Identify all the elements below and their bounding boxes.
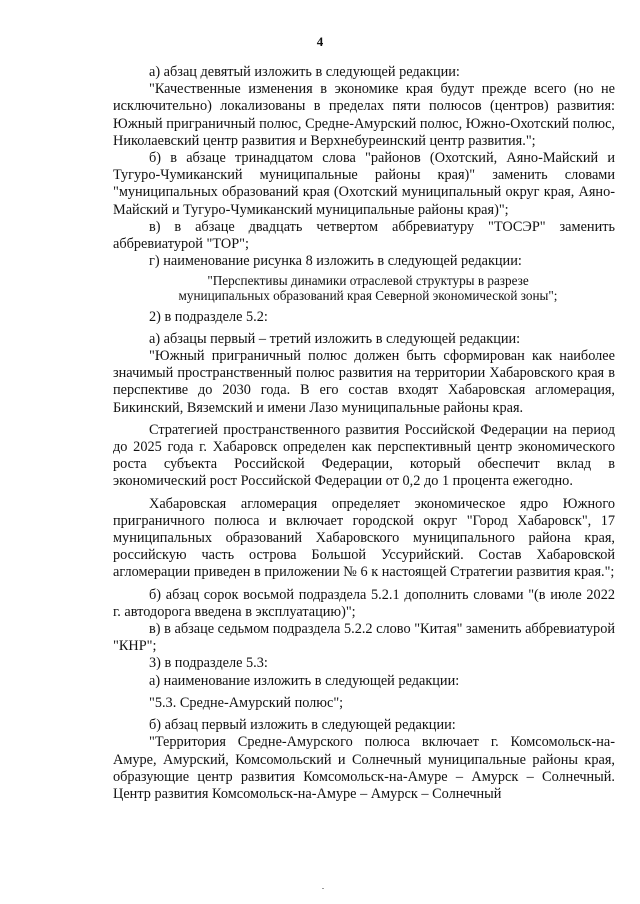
paragraph: "Южный приграничный полюс должен быть сформирован как наиболее значимый пространственный полюс развития на территории Хабаровского края в перспективе до 2030 года. В его состав входят Хабаровская агломерация, Бикинский, Вяземский и имени Лазо муниципальные районы края.: [113, 348, 615, 416]
paragraph: б) в абзаце тринадцатом слова "районов (Охотский, Аяно-Майский и Тугуро-Чумиканский муниципальные районы края)" заменить словами "муниципальных образований края (Охотский муниципальный округ края, Аяно-Майский и Тугуро-Чумиканский муниципальные районы края)";: [113, 150, 615, 218]
paragraph: Стратегией пространственного развития Российской Федерации на период до 2025 года г. Хабаровск определен как перспективный центр экономического роста субъекта Российской Федерации, который обеспечит вклад в экономический рост Российской Федерации от 0,2 до 1 процента ежегодно.: [113, 421, 615, 490]
paragraph: а) абзацы первый – третий изложить в следующей редакции:: [149, 330, 521, 347]
paragraph: б) абзац первый изложить в следующей редакции:: [149, 717, 456, 734]
paragraph: "Территория Средне-Амурского полюса включает г. Комсомольск-на-Амуре, Амурский, Комсомольский и Солнечный муниципальные районы края, образующие центр развития Комсомольск-на-Амуре – Амурск – Солнечный. Центр развития Комсомольск-на-Амуре – Амурск – Солнечный: [113, 734, 615, 802]
paragraph: а) абзац девятый изложить в следующей редакции:: [149, 64, 460, 80]
paragraph: г) наименование рисунка 8 изложить в следующей редакции:: [149, 253, 522, 270]
paragraph: Хабаровская агломерация определяет экономическое ядро Южного приграничного полюса и включает городской округ "Город Хабаровск", 17 муниципальных образований Хабаровского муниципального района края, российскую часть острова Большой Уссурийский. Состав Хабаровской агломерации приведен в приложении № 6 к настоящей Стратегии развития края.";: [113, 495, 615, 581]
paragraph: "5.3. Средне-Амурский полюс";: [149, 694, 344, 711]
paragraph: в) в абзаце седьмом подраздела 5.2.2 слово "Китая" заменить аббревиатурой "КНР";: [113, 621, 615, 655]
paragraph: в) в абзаце двадцать четвертом аббревиатуру "ТОСЭР" заменить аббревиатурой "ТОР";: [113, 218, 615, 253]
paragraph: 2) в подразделе 5.2:: [149, 308, 268, 325]
paragraph: б) абзац сорок восьмой подраздела 5.2.1 дополнить словами "(в июле 2022 г. автодорога введена в эксплуатацию)";: [113, 586, 615, 620]
paragraph: а) наименование изложить в следующей редакции:: [149, 672, 460, 689]
paragraph: 3) в подразделе 5.3:: [149, 655, 268, 672]
page-number: 4: [316, 34, 324, 49]
paragraph: "Качественные изменения в экономике края будут прежде всего (но не исключительно) локализованы в пределах пяти полюсов (центров) развития: Южный приграничный полюс, Средне-Амурский полюс, Южно-Охотский полюс, Николаевский центр развития и Верхнебуреинский центр развития.";: [113, 81, 615, 149]
scan-artifact: [322, 888, 324, 889]
figure-caption-quote: "Перспективы динамики отраслевой структуры в разрезе муниципальных образований края Северной экономической зоны";: [178, 273, 558, 304]
document-body: [113, 64, 615, 803]
